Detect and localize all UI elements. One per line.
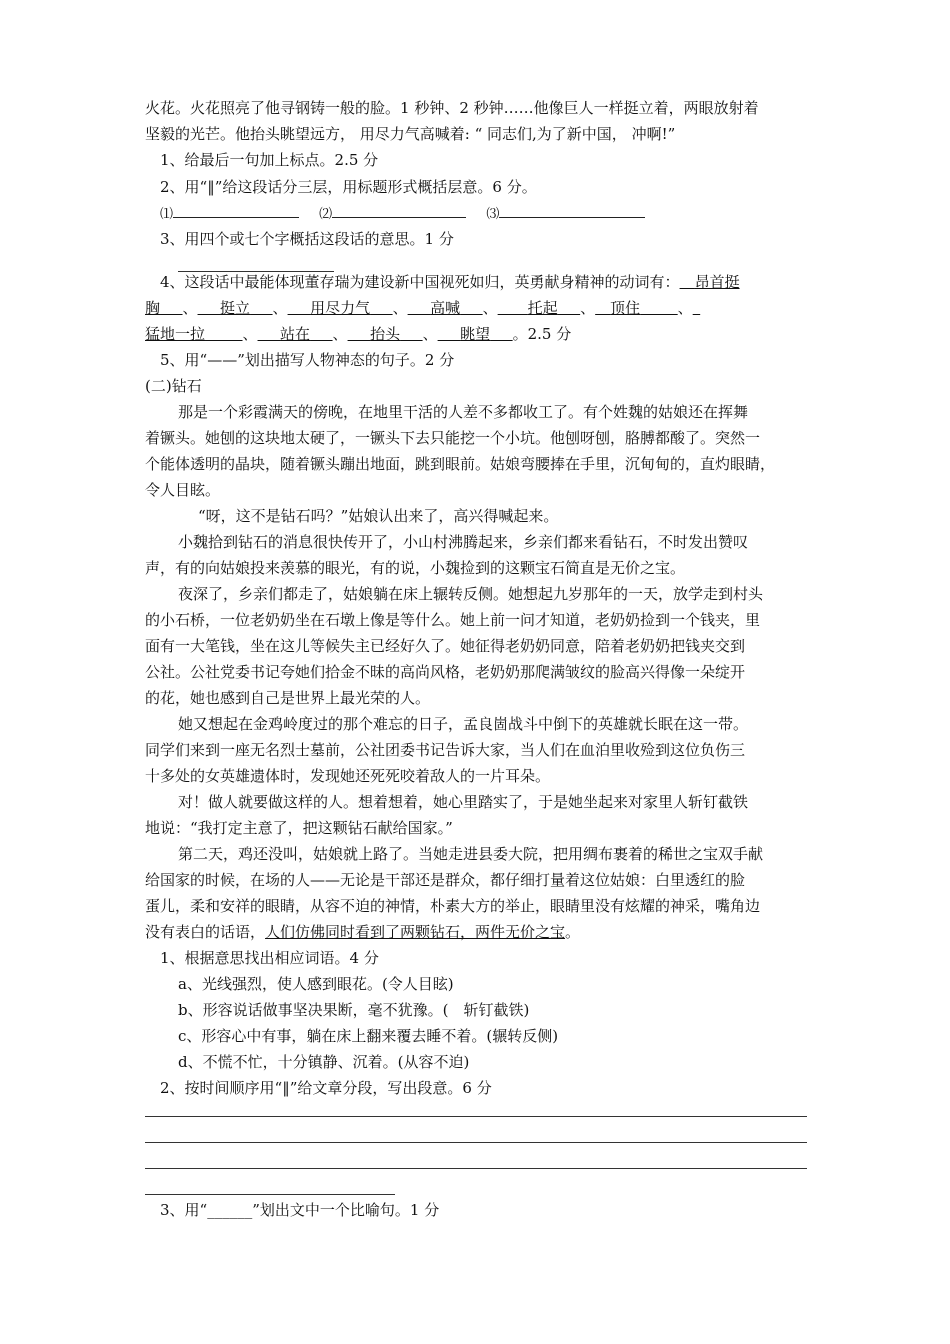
answer-fill: 眺望 — [460, 325, 491, 343]
text-line: 小魏拾到钻石的消息很快传开了，小山村沸腾起来，乡亲们都来看钻石，不时发出赞叹 — [178, 533, 749, 551]
answer-fill: 顶住 — [610, 299, 641, 317]
text-line: 夜深了，乡亲们都走了，姑娘躺在床上辗转反侧。她想起九岁那年的一天，放学走到村头 — [178, 585, 764, 603]
answer-line[interactable] — [145, 1142, 807, 1143]
text-line: 声，有的向姑娘投来羡慕的眼光，有的说，小魏捡到的这颗宝石简直是无价之宝。 — [145, 559, 686, 577]
option-d: d、不慌不忙，十分镇静、沉着。(从容不迫) — [178, 1053, 470, 1071]
score: 2.5 分 — [527, 325, 572, 343]
answer-blank[interactable] — [499, 203, 645, 218]
answer-line[interactable] — [145, 1168, 807, 1169]
text-line: 令人目眩。 — [145, 481, 221, 499]
answer-line[interactable] — [145, 1116, 807, 1117]
answer-fill: 用尽力气 — [310, 299, 371, 317]
answer-fill: 挺立 — [220, 299, 251, 317]
section2-question-3: 3、用“______”划出文中一个比喻句。1 分 — [160, 1201, 440, 1219]
option-b: b、形容说话做事坚决果断，毫不犹豫。( 斩钉截铁) — [178, 1001, 530, 1019]
text-span: 。 — [565, 923, 581, 941]
question-5: 5、用“——”划出描写人物神态的句子。2 分 — [160, 351, 455, 369]
text-line: 给国家的时候，在场的人——无论是干部还是群众，都仔细打量着这位姑娘：白里透红的脸 — [145, 871, 746, 889]
text-line: 那是一个彩霞满天的傍晚，在地里干活的人差不多都收工了。有个姓魏的姑娘还在挥舞 — [178, 403, 749, 421]
question-4-prompt: 4、这段话中最能体现董存瑞为建设新中国视死如归，英勇献身精神的动词有： — [160, 273, 680, 291]
text-line: 对！做人就要做这样的人。想着想着，她心里踏实了，于是她坐起来对家里人斩钉截铁 — [178, 793, 749, 811]
text-line: 公社。公社党委书记夸她们拾金不昧的高尚风格，老奶奶那爬满皱纹的脸高兴得像一朵绽开 — [145, 663, 746, 681]
question-2: 2、用“‖”给这段话分三层，用标题形式概括层意。6 分。 — [160, 178, 537, 196]
underlined-sentence: 人们仿佛同时看到了两颗钻石，两件无价之宝 — [265, 923, 566, 941]
text-line: 十多处的女英雄遗体时，发现她还死死咬着敌人的一片耳朵。 — [145, 767, 551, 785]
answer-fill: 抬头 — [370, 325, 401, 343]
answer-fill: 猛地一拉 — [145, 325, 206, 343]
text-line: 蛋儿，柔和安祥的眼睛，从容不迫的神情，朴素大方的举止，眼睛里没有炫耀的神采，嘴角边 — [145, 897, 761, 915]
answer-blank[interactable] — [332, 203, 466, 218]
text-line: 个能体透明的晶块，随着镢头蹦出地面，跳到眼前。姑娘弯腰捧在手里，沉甸甸的，直灼眼睛， — [145, 455, 776, 473]
question-1: 1、给最后一句加上标点。2.5 分 — [160, 151, 379, 169]
question-4 — [160, 272, 740, 292]
text-line: 面有一大笔钱，坐在这儿等候失主已经好久了。她征得老奶奶同意，陪着老奶奶把钱夹交到 — [145, 637, 746, 655]
blank-marker: ⑴ — [160, 207, 174, 222]
text-line: 着镢头。她刨的这块地太硬了，一镢头下去只能挖一个小坑。他刨呀刨，胳膊都酸了。突然一 — [145, 429, 761, 447]
answer-fill: 昂首挺 — [694, 273, 740, 291]
text-line: 同学们来到一座无名烈士墓前，公社团委书记告诉大家，当人们在血泊里收殓到这位负伤三 — [145, 741, 746, 759]
answer-blanks-row — [160, 203, 645, 225]
answer-fill: 高喊 — [430, 299, 461, 317]
text-line: 地说：“我打定主意了，把这颗钻石献给国家。” — [145, 819, 453, 837]
answer-line[interactable] — [145, 1194, 395, 1195]
text-line: 的小石桥，一位老奶奶坐在石墩上像是等什么。她上前一问才知道，老奶奶捡到一个钱夹，里 — [145, 611, 761, 629]
text-line: 她又想起在金鸡岭度过的那个难忘的日子，孟良崮战斗中倒下的英雄就长眠在这一带。 — [178, 715, 749, 733]
question-4-answers-line: 猛地一拉 、 站在 、 抬头 、 眺望 。2.5 分 — [145, 325, 572, 343]
text-line: 火花。火花照亮了他寻钢铸一般的脸。1 秒钟、2 秒钟……他像巨人一样挺立着，两眼放射着 — [145, 99, 759, 117]
section2-question-1: 1、根据意思找出相应词语。4 分 — [160, 949, 379, 967]
text-span: 没有表白的话语， — [145, 923, 266, 941]
answer-fill: 胸 — [145, 299, 161, 317]
question-3: 3、用四个或七个字概括这段话的意思。1 分 — [160, 230, 454, 248]
answer-fill: 站在 — [280, 325, 311, 343]
answer-blank[interactable] — [173, 203, 299, 218]
option-c: c、形容心中有事，躺在床上翻来覆去睡不着。(辗转反侧) — [178, 1027, 559, 1045]
text-line: “呀，这不是钻石吗？”姑娘认出来了，高兴得喊起来。 — [198, 507, 559, 525]
section-title: (二)钻石 — [145, 377, 202, 395]
text-line: 第二天，鸡还没叫，姑娘就上路了。当她走进县委大院，把用绸布裹着的稀世之宝双手献 — [178, 845, 764, 863]
question-4-answers-line: 胸 、 挺立 、 用尽力气 、 高喊 、 托起 、 顶住 、 — [145, 299, 693, 317]
answer-fill: 托起 — [527, 299, 558, 317]
blank-marker: ⑵ — [319, 207, 333, 222]
blank-marker: ⑶ — [486, 207, 500, 222]
option-a: a、光线强烈，使人感到眼花。(令人目眩) — [178, 975, 454, 993]
text-line: 的花，她也感到自己是世界上最光荣的人。 — [145, 689, 431, 707]
text-line: 坚毅的光芒。他抬头眺望远方， 用尽力气高喊着: “ 同志们,为了新中国， 冲啊!” — [145, 125, 676, 143]
text-line — [145, 922, 580, 942]
section2-question-2: 2、按时间顺序用“‖”给文章分段，写出段意。6 分 — [160, 1079, 492, 1097]
